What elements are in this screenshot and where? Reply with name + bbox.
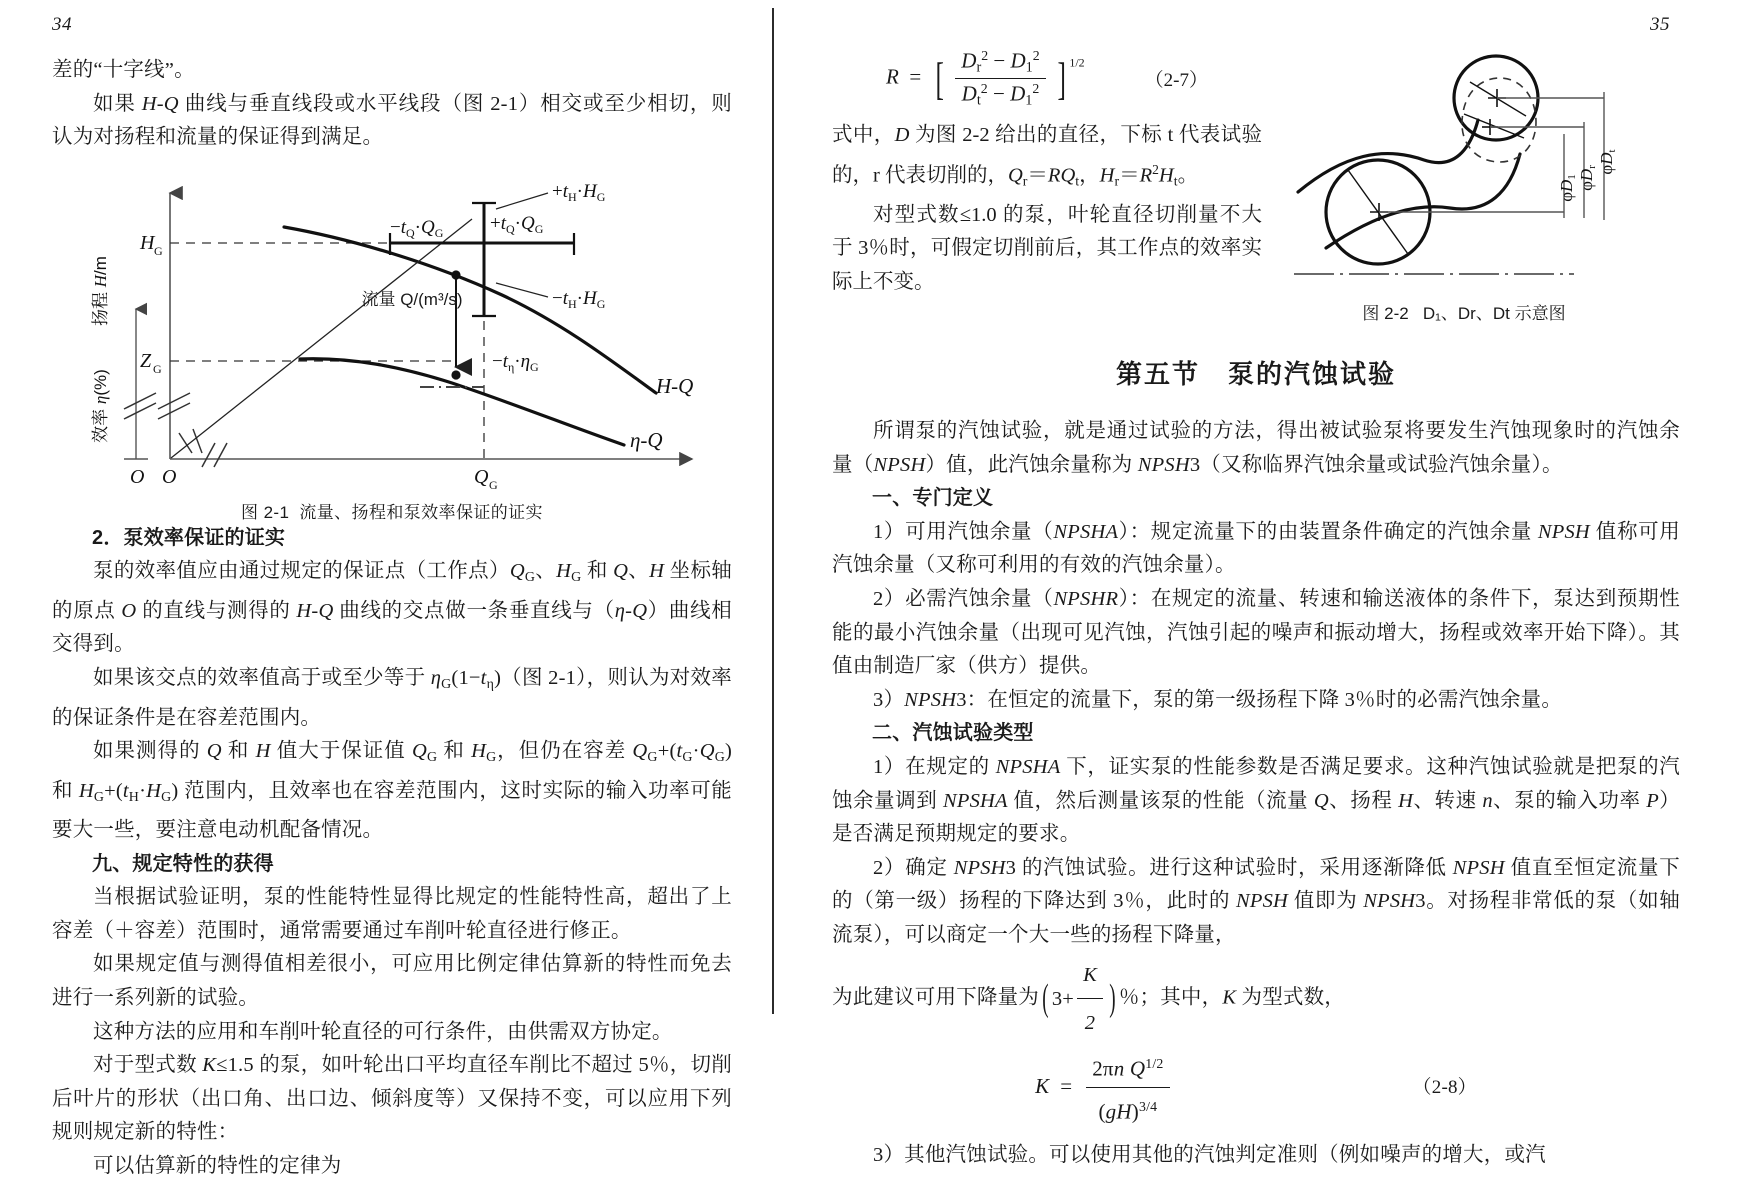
- paragraph: 差的“十字线”。: [52, 59, 195, 81]
- figure-2-2-caption-number: 图 2-2: [1362, 304, 1409, 323]
- svg-text:φD1: φD1: [1557, 174, 1578, 202]
- equation-2-8-number: （2-8）: [1412, 1076, 1477, 1098]
- equation-2-8-body: K = $\frac{2\pi n Q^{1/2}}{(gH)^{3/4}}$: [1035, 1047, 1172, 1129]
- figure-2-2-drawing: [1274, 42, 1644, 292]
- left-page: [0, 0, 772, 1178]
- paragraph: 2）必需汽蚀余量（NPSHR）：在规定的流量、转速和输送液体的条件下，泵达到预期性能的最小汽蚀余量（出现可见汽蚀，汽蚀引起的噪声和振动增大，扬程或效率开始下降）。其值由制造厂家（供方）提供。: [832, 587, 1680, 678]
- paragraph: 当根据试验证明，泵的性能特性显得比规定的性能特性高，超出了上容差（＋容差）范围时，通常需要通过车削叶轮直径进行修正。: [52, 886, 732, 942]
- svg-text:效率 η(%): 效率 η(%): [91, 368, 110, 443]
- equation-2-7: [832, 48, 1262, 109]
- paragraph: 如果测得的 Q 和 H 值大于保证值 $Q_G$ 和 $H_G$，但仍在容差 $Q_G+(t_G\cdot Q_G)$ 和 $H_G+(t_H\cdot H_G)$ 范围内，且效率也在容差范围内，这时实际的输入功率可能要大一些，要注意电动机配备情况。: [52, 740, 732, 842]
- right-page: [774, 0, 1744, 1166]
- svg-text:−tη·ηG: $-t_\eta\cdot\eta_G$: [492, 350, 539, 374]
- svg-text:H: H: [140, 231, 155, 254]
- paragraph: 这种方法的应用和车削叶轮直径的可行条件，由供需双方协定。: [93, 1020, 673, 1043]
- equation-2-7-body: R = [ $\frac{D_r^2 - D_1^2}{D_t^2 - D_1^2}$ ] $^{1/2}$: [886, 48, 1085, 109]
- svg-text:G: G: [153, 361, 162, 376]
- page-number-left: 34: [52, 14, 72, 35]
- right-top-columns: [832, 42, 1680, 324]
- paragraph: 3）其他汽蚀试验。可以使用其他的汽蚀判定准则（例如噪声的增大，或汽: [873, 1143, 1546, 1166]
- subsection-head: 九、规定特性的获得: [92, 852, 274, 875]
- right-top-text-column: [832, 42, 1262, 324]
- subsection-head: 一、专门定义: [872, 487, 994, 510]
- figure-2-1-x-axis-label: 流量 Q/(m³/s): [361, 289, 463, 309]
- svg-text:η-Q: η-Q: [630, 427, 663, 452]
- equation-2-8: [832, 1047, 1680, 1129]
- svg-text:+tQ·QG: $+t_Q\cdot Q_G$: [490, 212, 544, 236]
- svg-text:φDt: φDt: [1597, 149, 1618, 175]
- svg-text:+tH·HG: $+t_H\cdot H_G$: [552, 180, 606, 204]
- paragraph: 如果 H-Q 曲线与垂直线段或水平线段（图 2-1）相交或至少相切，则认为对扬程和流量的保证得到满足。: [52, 92, 732, 149]
- paragraph-with-inline-formula: [832, 953, 1680, 1045]
- paragraph: 对于型式数 K≤1.5 的泵，如叶轮出口平均直径车削比不超过 5％，切削后叶片的形状（出口角、出口边、倾斜度等）又保持不变，可以应用下列规则规定新的特性：: [52, 1054, 732, 1144]
- section-title: 第五节 泵的汽蚀试验: [1115, 359, 1396, 389]
- paragraph: 可以估算新的特性的定律为: [93, 1155, 342, 1178]
- left-page-continued: [52, 522, 732, 1184]
- svg-text:O: O: [162, 465, 177, 488]
- paragraph: 2）确定 NPSH3 的汽蚀试验。进行这种试验时，采用逐渐降低 NPSH 值直至恒定流量下的（第一级）扬程的下降达到 3％，此时的 NPSH 值即为 NPSH3。对扬程非常低的泵（如轴流泵），可以商定一个大一些的扬程下降量，: [832, 856, 1681, 946]
- left-page-body: [52, 54, 732, 155]
- inline-formula-den: 2: [1084, 1011, 1096, 1034]
- paragraph: 所谓泵的汽蚀试验，就是通过试验的方法，得出被试验泵将要发生汽蚀现象时的汽蚀余量（NPSH）值，此汽蚀余量称为 NPSH3（又称临界汽蚀余量或试验汽蚀余量）。: [832, 420, 1680, 476]
- paragraph: 泵的效率值应由通过规定的保证点（工作点）$Q_G$、$H_G$ 和 Q、H 坐标轴的原点 O 的直线与测得的 H-Q 曲线的交点做一条垂直线与（η-Q）曲线相交得到。: [52, 560, 733, 656]
- paragraph: 如果该交点的效率值高于或至少等于 $\eta_G(1-t_\eta)$（图 2-1），则认为对效率的保证条件是在容差范围内。: [52, 667, 732, 729]
- svg-text:O: O: [130, 465, 145, 488]
- svg-text:φDr: φDr: [1577, 165, 1598, 191]
- svg-text:−tQ·QG: $-t_Q\cdot Q_G$: [390, 216, 444, 240]
- right-page-body: [832, 415, 1680, 1173]
- inline-formula-a: 3+: [1051, 987, 1075, 1010]
- svg-text:扬程 H/m: 扬程 H/m: [91, 255, 110, 326]
- svg-text:G: G: [489, 477, 498, 491]
- paragraph: 3）NPSH3：在恒定的流量下，泵的第一级扬程下降 3％时的必需汽蚀余量。: [873, 688, 1563, 711]
- paragraph: 对型式数≤1.0 的泵，叶轮直径切削量不大于 3％时，可假定切削前后，其工作点的效率实际上不变。: [832, 203, 1262, 293]
- paragraph: 1）在规定的 NPSHA 下，证实泵的性能参数是否满足要求。这种汽蚀试验就是把泵的汽蚀余量调到 NPSHA 值，然后测量该泵的性能（流量 Q、扬程 H、转速 n、泵的输入功率 P）是否满足预期规定的要求。: [832, 755, 1681, 846]
- inline-formula: ( 3+ $\frac{K}{2}$ ): [1039, 953, 1119, 1045]
- paragraph: 如果规定值与测得值相差很小，可应用比例定律估算新的特性而免去进行一系列新的试验。: [52, 953, 732, 1010]
- figure-2-1-caption-text: 流量、扬程和泵效率保证的证实: [299, 502, 543, 522]
- svg-text:H-Q: H-Q: [656, 373, 694, 398]
- inline-formula-prefix: 为此建议可用下降量为: [832, 986, 1039, 1009]
- figure-2-2: [1274, 42, 1654, 324]
- paragraph: 1）可用汽蚀余量（NPSHA）：规定流量下的由装置条件确定的汽蚀余量 NPSH 值称可用汽蚀余量（又称可利用的有效的汽蚀余量）。: [832, 520, 1681, 577]
- figure-2-2-caption-text: D₁、Dr、Dt 示意图: [1422, 304, 1566, 323]
- svg-text:−tH·HG: $-t_H\cdot H_G$: [552, 287, 606, 311]
- subsection-head: 2．泵效率保证的证实: [92, 526, 286, 549]
- figure-2-1-caption-number: 图 2-1: [241, 502, 290, 522]
- inline-formula-suffix: ％；其中，K 为型式数，: [1118, 986, 1346, 1009]
- inline-formula-num: K: [1077, 953, 1103, 999]
- page-number-right: 35: [1650, 14, 1670, 35]
- svg-text:Q: Q: [474, 465, 489, 488]
- svg-text:G: G: [154, 243, 163, 258]
- subsection-head: 二、汽蚀试验类型: [872, 722, 1034, 745]
- formula-legend-paragraph: 式中，D 为图 2-2 给出的直径，下标 t 代表试验的，r 代表切削的，$Q_r=RQ_t$，$H_r=R^2H_t$。 对型式数≤1.0 的泵，叶轮直径切削量不大于 3％时，可假定切削前后，其工作点的效率实际上不变。: [832, 119, 1262, 299]
- equation-2-7-number: （2-7）: [1144, 70, 1208, 92]
- figure-2-1-chart: [52, 171, 712, 491]
- figure-2-1: [52, 171, 732, 526]
- svg-text:Z: Z: [140, 349, 152, 372]
- figure-2-2-caption: [1274, 299, 1654, 324]
